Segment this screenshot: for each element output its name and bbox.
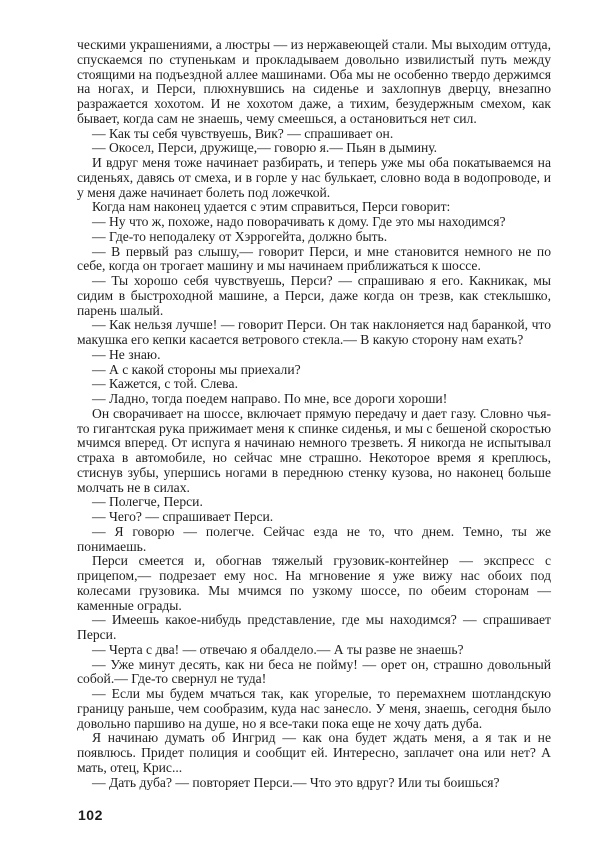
paragraph: Он сворачивает на шоссе, включает прямую передачу и дает газу. Словно чья-то гигантская рука прижимает меня к спинке сиденья, и мы с бешеной скоростью мчимся вперед. От испуга я начинаю немного трезветь. Я никогда не испытывал страха в автомобиле, но сейчас мне страшно. Некоторое время я креплюсь, стиснув зубы, упершись ногами в переднюю стенку кузова, но наконец больше молчать не в силах. xyxy=(77,405,551,495)
paragraph: И вдруг меня тоже начинает разбирать, и теперь уже мы оба покатываемся на сиденьях, давясь от смеха, и в горле у нас булькает, словно вода в водопроводе, и у меня даже начинает болеть под ложечкой. xyxy=(77,155,551,200)
dialogue-line: — Полегче, Перси. xyxy=(92,494,203,510)
dialogue-line: — Ну что ж, похоже, надо поворачивать к дому. Где это мы находимся? xyxy=(92,214,506,229)
page-body xyxy=(77,38,551,790)
dialogue-line: — Как ты себя чувствуешь, Вик? — спрашивает он. xyxy=(92,125,394,141)
dialogue-line: — Дать дуба? — повторяет Перси.— Что это вдруг? Или ты боишься? xyxy=(92,774,500,790)
dialogue-line: — А с какой стороны мы приехали? xyxy=(92,361,301,377)
page-number: 102 xyxy=(78,807,103,823)
dialogue-line: — Если мы будем мчаться так, как угорелые, то перемахнем шотландскую границу раньше, чем сообразим, куда нас занесло. У меня, знаешь, сегодня было довольно паршиво на душе, но я все-таки пока еще не хочу дать дуба. xyxy=(77,686,551,731)
dialogue-line: — Кажется, с той. Слева. xyxy=(92,376,238,392)
dialogue-line: — Не знаю. xyxy=(92,346,161,362)
dialogue-line: — Я говорю — полегче. Сейчас езда не то, что днем. Темно, ты же понимаешь. xyxy=(77,523,551,554)
dialogue-line: — Где-то неподалеку от Хэррогейта, должно быть. xyxy=(92,228,388,244)
dialogue-line: — Уже минут десять, как ни беса не пойму! — орет он, страшно довольный собой.— Где-то свернул не туда! xyxy=(77,656,551,687)
dialogue-line: — Имеешь какое-нибудь представление, где мы находимся? — спрашивает Перси. xyxy=(77,612,551,642)
dialogue-line: — В первый раз слышу,— говорит Перси, и мне становится немного не по себе, когда он трогает машину и мы начинаем приближаться к шоссе. xyxy=(77,243,551,274)
dialogue-line: — Ты хорошо себя чувствуешь, Перси? — спрашиваю я его. Какникак, мы сидим в быстроходной машине, а Перси, даже когда он трезв, как стеклышко, парень шалый. xyxy=(77,273,551,318)
dialogue-line: — Чего? — спрашивает Перси. xyxy=(92,509,274,524)
paragraph: Перси смеется и, обогнав тяжелый грузовик-контейнер — экспресс с прицепом,— подрезает ему нос. На мгновение я уже вижу нас обоих под колесами грузовика. Мы мчимся по узкому шоссе, по обеим сторонам — каменные ограды. xyxy=(77,553,551,613)
paragraph: ческими украшениями, а люстры — из нержавеющей стали. Мы выходим оттуда, спускаемся по ступенькам и прокладываем довольно извилистый путь между стоящими на подъездной аллее машинами. Оба мы не особенно твердо держимся на ногах, и Перси, плюхнувшись на сиденье и захлопнув дверцу, внезапно разражается хохотом. И не хохотом даже, а тихим, безудержным смехом, как бывает, когда сам не знаешь, чему смеешься, а остановиться нет сил. xyxy=(77,37,551,126)
paragraph: Когда нам наконец удается с этим справиться, Перси говорит: xyxy=(92,199,451,215)
dialogue-line: — Ладно, тогда поедем направо. По мне, все дороги хороши! xyxy=(92,391,448,406)
dialogue-line: — Черта с два! — отвечаю я обалдело.— А ты разве не знаешь? xyxy=(92,641,464,657)
dialogue-line: — Окосел, Перси, дружище,— говорю я.— Пьян в дымину. xyxy=(92,140,438,156)
paragraph: Я начинаю думать об Ингрид — как она будет ждать меня, а я так и не появлюсь. Придет полиция и сообщит ей. Интересно, заплачет она или нет? А мать, отец, Крис... xyxy=(77,730,551,775)
dialogue-line: — Как нельзя лучше! — говорит Перси. Он так наклоняется над баранкой, что макушка его кепки касается ветрового стекла.— В какую сторону нам ехать? xyxy=(77,317,551,347)
